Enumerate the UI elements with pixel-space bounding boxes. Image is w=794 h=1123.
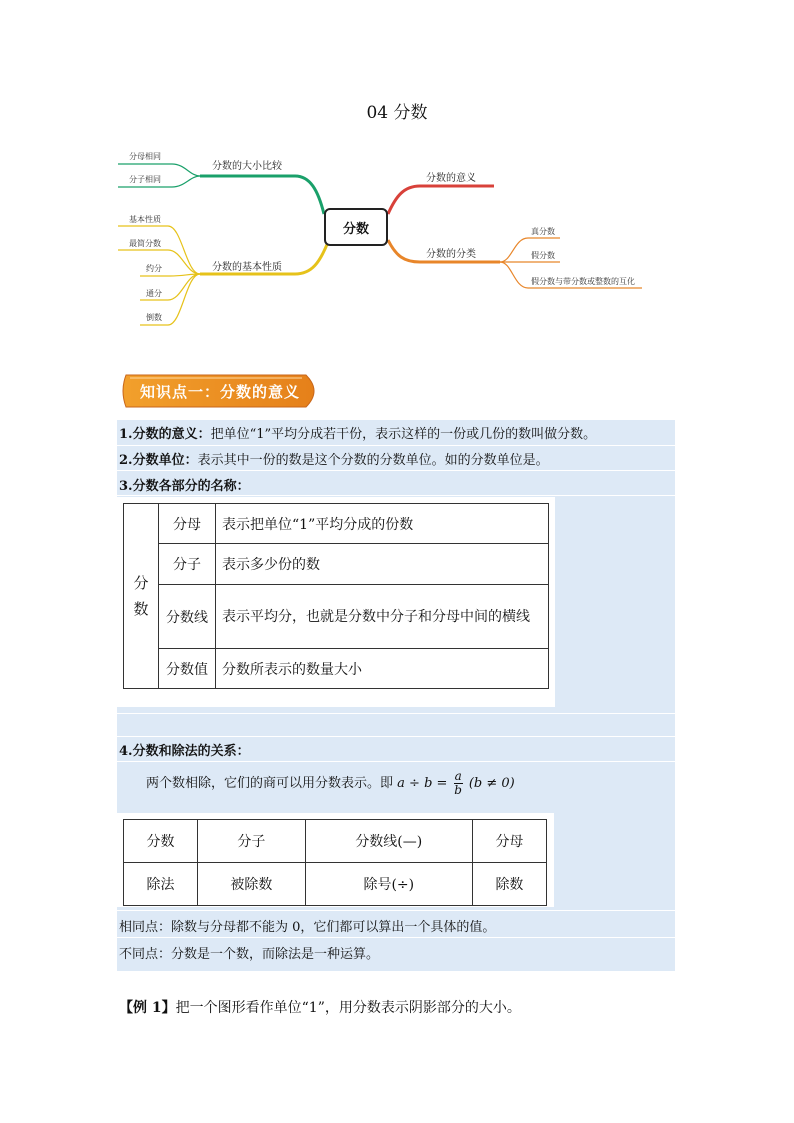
mindmap-leaf: 约分 <box>146 264 162 273</box>
table-cell: 被除数 <box>198 863 306 906</box>
mindmap-center-node: 分数 <box>324 208 388 246</box>
mindmap-leaf: 分母相同 <box>129 152 161 161</box>
branch-right-top <box>388 186 494 214</box>
mindmap-leaf: 通分 <box>146 289 162 298</box>
mindmap-node-meaning: 分数的意义 <box>426 173 476 184</box>
table-cell-desc: 表示多少份的数 <box>216 544 549 585</box>
mindmap-leaf: 真分数 <box>531 227 555 236</box>
table-cell: 除数 <box>472 863 546 906</box>
paragraph-text: 表示其中一份的数是这个分数的分数单位。如的分数单位是。 <box>197 453 549 468</box>
branch-left-top <box>200 176 324 214</box>
table-cell: 除号(÷) <box>305 863 472 906</box>
formula-left: a ÷ b = <box>397 776 448 791</box>
table-cell-term: 分母 <box>159 504 216 544</box>
mindmap-node-size-compare: 分数的大小比较 <box>212 161 282 172</box>
parts-table-group-label: 分 数 <box>124 504 159 689</box>
table-cell-desc: 表示把单位“1”平均分成的份数 <box>216 504 549 544</box>
table-cell-desc: 表示平均分，也就是分数中分子和分母中间的横线 <box>216 585 549 649</box>
mindmap-leaf: 最简分数 <box>129 239 161 248</box>
paragraph-unit <box>119 449 549 468</box>
same-point: 相同点：除数与分母都不能为 0，它们都可以算出一个具体的值。 <box>119 920 496 935</box>
paragraph-meaning <box>119 423 596 442</box>
mindmap-node-basic-property: 分数的基本性质 <box>212 262 282 273</box>
table-cell: 除法 <box>124 863 198 906</box>
table-cell: 分母 <box>472 820 546 863</box>
mindmap-leaf: 分子相同 <box>129 175 161 184</box>
paragraph-division <box>119 740 250 759</box>
table-cell-term: 分数值 <box>159 649 216 689</box>
mindmap-node-classification: 分数的分类 <box>426 249 476 260</box>
mindmap-leaf: 基本性质 <box>129 215 161 224</box>
section-banner-title: 知识点一：分数的意义 <box>140 383 301 401</box>
table-cell: 分数线(—) <box>305 820 472 863</box>
paragraph-label: 2.分数单位： <box>119 453 198 468</box>
paragraph-text: 把单位“1”平均分成若干份，表示这样的一份或几份的数叫做分数。 <box>210 427 597 442</box>
table-cell-desc: 分数所表示的数量大小 <box>216 649 549 689</box>
diff-point: 不同点：分数是一个数，而除法是一种运算。 <box>119 947 380 962</box>
mindmap-leaf: 假分数与带分数或整数的互化 <box>531 277 635 286</box>
table-cell: 分子 <box>198 820 306 863</box>
paragraph-label: 3.分数各部分的名称： <box>119 479 250 494</box>
relation-table <box>123 819 547 906</box>
table-cell-term: 分数线 <box>159 585 216 649</box>
example-1 <box>119 997 521 1017</box>
mindmap-diagram <box>0 0 794 340</box>
formula-condition: (b ≠ 0) <box>468 776 515 791</box>
paragraph-parts <box>119 475 250 494</box>
formula-intro: 两个数相除，它们的商可以用分数表示。即 <box>146 776 394 791</box>
mindmap-leaf: 假分数 <box>531 251 555 260</box>
parts-table <box>123 503 549 689</box>
table-cell-term: 分子 <box>159 544 216 585</box>
example-label: 【例 1】 <box>119 1000 176 1016</box>
paragraph-label: 4.分数和除法的关系： <box>119 744 250 759</box>
table-cell: 分数 <box>124 820 198 863</box>
mindmap-leaf: 倒数 <box>146 313 162 322</box>
paragraph-label: 1.分数的意义： <box>119 427 211 442</box>
formula-line <box>146 770 515 797</box>
formula-fraction: $\frac{a}{b}$ <box>454 769 462 797</box>
page-title: 04 分数 <box>366 103 428 123</box>
example-text: 把一个图形看作单位“1”，用分数表示阴影部分的大小。 <box>175 1000 521 1016</box>
